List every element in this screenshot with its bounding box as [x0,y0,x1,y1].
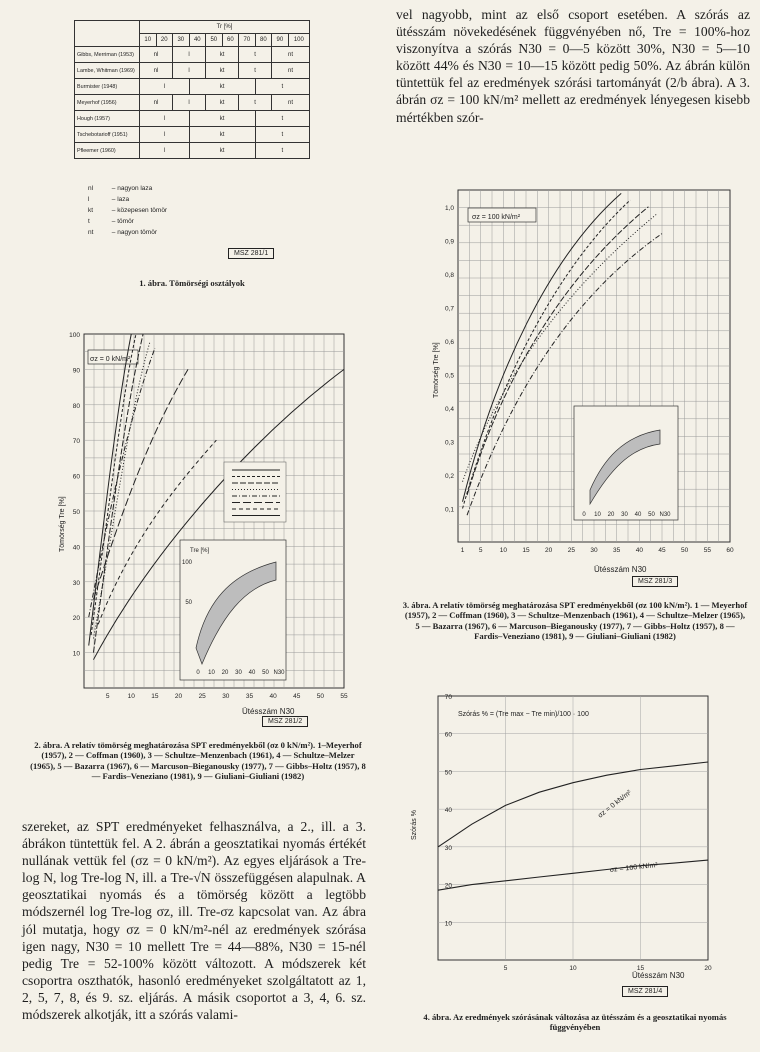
tick-label: 0,5 [444,372,454,380]
density-class-cell: l [173,63,206,79]
tick-label: 80 [72,402,80,410]
curve-legend-box [224,462,286,522]
tick-label: 30 [72,579,80,587]
figure-4-chart [398,690,752,990]
table-row [75,63,310,79]
tick-label: 10 [127,693,135,700]
tick-label: 60 [444,731,452,739]
method-name: Gibbs, Merriman (1953) [75,47,140,63]
inset-chart [180,540,286,680]
figure-code: MSZ 281/2 [262,716,308,727]
method-name: Pfleemer (1960) [75,143,140,159]
density-class-cell: nt [272,47,310,63]
density-class-cell: kt [206,95,239,111]
figure-3-chart [398,168,752,598]
density-class-cell: kt [206,63,239,79]
tick-label: 0,8 [444,271,454,279]
tick-label: 0 [582,512,586,518]
curve-label-sigma-100: σz = 100 kN/m² [609,862,659,874]
tick-label: 0,2 [444,472,454,480]
scale-tick: 60 [222,34,239,47]
scale-tick: 20 [156,34,173,47]
method-name: Hough (1957) [75,111,140,127]
tick-label: 10 [594,512,601,518]
legend-dash: – [110,196,118,203]
method-name: Burmister (1948) [75,79,140,95]
paragraph: szereket, az SPT eredményeket felhasználva, a 2., ill. a 3. ábrákon tüntettük fel. A 2. ábrán a geosztatikai nyomás értékét nullának vettük fel (σz = 0 kN/m²). Az egyes eljárások a Tre-log N, log Tre-log N, ill. a Tre-√N összefüggésen alapulnak. A geosztatikai nyomás és a tömörség között a legtöbb módszernél log Tre-log σz, ill. Tre-σz kapcsolat van. Az ábra jól mutatja, hogy σz = 0 kN/m²-nél az eredmények szórása igen nagy, N30 = 10 mellett Tre = 44—88%, N30 = 15-nél pedig Tre = 52-100% között változott. A módszerek két csoportra oszthatók, hasonló eredményeket szolgáltatott az 1, 2, 5, 7, 8, és 9. sz. eljárás. A másik csoportot a 3, 4, 6. sz. módszerek alkotják, itt a szórás valami- [22,819,366,1023]
figure-1 [74,20,314,288]
tick-label: 30 [590,547,598,554]
tick-label: 30 [235,670,242,676]
tick-label: 70 [72,438,80,446]
x-axis-label: Ütésszám N30 [242,707,295,716]
tick-label: 70 [444,694,452,701]
tick-label: 50 [681,547,689,554]
tick-label: 30 [444,844,452,852]
tick-label: 0,6 [444,338,454,346]
legend-dash: – [110,229,118,236]
scale-tick: 50 [206,34,223,47]
density-class-cell: nt [272,63,310,79]
inset-chart [574,406,678,520]
sigma-label: σz = 0 kN/m² [90,356,131,363]
figure-4 [398,690,752,1046]
density-class-cell: nl [140,47,173,63]
legend-desc: nagyon tömör [117,229,157,236]
figure-code: MSZ 281/4 [622,986,668,997]
tick-label: 20 [221,670,229,676]
density-class-cell: l [140,127,190,143]
figure-2-chart [30,312,366,732]
tick-label: 25 [567,547,575,554]
method-name: Meyerhof (1956) [75,95,140,111]
density-class-cell: kt [189,127,255,143]
scale-tick: 40 [189,34,206,47]
body-text-bottom-left [22,818,366,1023]
tick-label: 20 [704,965,712,972]
method-name: Tschebotarioff (1951) [75,127,140,143]
tick-label: 35 [245,693,254,700]
tick-label: 100 [69,332,80,339]
tick-label: 60 [72,473,80,481]
tick-label: 50 [72,509,80,516]
tick-label: 0,3 [444,439,454,447]
scale-tick: 80 [255,34,272,47]
legend-desc: közepesen tömör [117,207,168,214]
tick-label: N30 [273,670,285,676]
legend-item [88,205,314,216]
tick-label: 1,0 [444,204,454,212]
tick-label: 5 [503,965,508,972]
legend-item [88,183,314,194]
tick-label: 55 [703,547,711,554]
density-class-cell: t [255,127,309,143]
tick-label: 55 [340,693,348,700]
legend-item [88,216,314,227]
curve-1 [89,334,132,646]
tick-label: 45 [658,547,666,554]
inset-y-label: Tre [%] [190,548,210,554]
density-class-cell: t [239,63,272,79]
density-class-cell: nl [140,63,173,79]
formula-label: Szórás % = (Tre max − Tre min)/100 · 100 [458,711,589,718]
tick-label: 1 [460,547,465,554]
tick-label: 40 [634,512,642,518]
legend-abbr: nt [88,229,94,236]
tick-label: 0,4 [444,405,454,413]
tick-label: 20 [174,693,183,700]
scale-tick: 100 [288,34,309,47]
tick-label: 0,7 [444,305,454,313]
legend-item [88,227,314,238]
figure-code: MSZ 281/1 [228,248,274,259]
sigma-label: σz = 100 kN/m² [472,214,521,221]
scale-tick: 70 [239,34,256,47]
legend-dash: – [110,207,118,214]
density-class-table [74,20,310,159]
tick-label: 50 [444,769,452,777]
legend-desc: tömör [117,218,134,225]
table-scale-label: Tr [%] [140,21,310,34]
legend-item [88,194,314,205]
density-class-cell: l [140,111,190,127]
curve-label-sigma-0: σz = 0 kN/m² [596,789,633,820]
density-class-cell: nt [272,95,310,111]
figure-caption: 1. ábra. Tömörségi osztályok [139,278,245,288]
scale-tick: 30 [173,34,190,47]
density-class-cell: t [255,111,309,127]
scale-tick: 10 [140,34,157,47]
tick-label: 0,1 [444,506,454,514]
density-class-cell: t [239,47,272,63]
tick-label: 50 [648,512,655,518]
legend-abbr: l [88,196,90,203]
density-class-cell: t [239,95,272,111]
density-class-cell: kt [189,79,255,95]
tick-label: 10 [72,650,80,658]
tick-label: 40 [269,693,277,700]
tick-label: 100 [181,560,192,566]
tick-label: 20 [607,512,615,518]
tick-label: 5 [478,547,483,554]
x-axis-label: Ütésszám N30 [632,971,685,980]
figure-3 [398,168,752,668]
table-row [75,127,310,143]
density-class-cell: l [140,79,190,95]
tick-label: 30 [222,693,230,700]
density-class-cell: kt [206,47,239,63]
table-row [75,143,310,159]
body-text-top-right [396,6,750,126]
table-row [75,95,310,111]
table-row [75,47,310,63]
tick-label: 30 [621,512,628,518]
tick-label: 40 [635,547,643,554]
scale-tick: 90 [272,34,289,47]
legend-dash: – [110,185,118,192]
density-class-cell: l [173,47,206,63]
table-legend [88,183,314,238]
figure-caption: 4. ábra. Az eredmények szórásának változása az ütésszám és a geosztatikai nyomás függvényében [423,1012,727,1033]
density-class-cell: t [255,79,309,95]
legend-abbr: kt [88,207,94,214]
density-class-cell: l [140,143,190,159]
tick-label: 0 [196,670,200,676]
tick-label: 10 [208,670,215,676]
table-row [75,111,310,127]
method-name: Lambe, Whitman (1969) [75,63,140,79]
legend-abbr: t [88,218,90,225]
density-class-cell: l [173,95,206,111]
tick-label: 40 [444,807,452,815]
legend-desc: laza [117,196,130,203]
tick-label: 40 [72,544,80,552]
paragraph: vel nagyobb, mint az első csoport esetében. A szórás az ütésszám növekedésének függvényében nő, Tre = 100%-hoz viszonyítva a szórás N30 = 0—5 között 30%, N30 = 5—10 között 44% és N30 = 10—15 között pedig 50%. Az ábrán külön tüntettük fel az eredmények szórási tartományát (2/b ábra). A 3. ábrán σz = 100 kN/m² mellett az eredmények lényegesen kisebb mértékben szór- [396,7,750,125]
tick-label: 50 [316,693,324,700]
density-class-cell: kt [189,111,255,127]
tick-label: 5 [105,693,110,700]
tick-label: 10 [499,547,507,554]
y-axis-label: Tömörség Tre [%] [433,342,440,398]
figure-caption: 2. ábra. A relatív tömörség meghatározása SPT eredményekből (σz 0 kN/m²). 1–Meyerhof (1957), 2 — Coffman (1960), 3 — Schultze–Menzenbach (1961), 4 — Schultze–Melzer (1965), 5 — Bazarra (1967), 6 — Marcuson–Bieganousky (1977), 7 — Gibbs–Holtz (1957), 8 — Fardis–Veneziano (1981), 9 — Giuliani–Giuliani (1982) [30,740,366,782]
tick-label: N30 [659,512,671,518]
density-class-cell: t [255,143,309,159]
tick-label: 50 [262,670,269,676]
tick-label: 60 [726,547,734,554]
tick-label: 20 [444,882,452,890]
density-class-cell: nl [140,95,173,111]
tick-label: 15 [636,965,645,972]
tick-label: 20 [545,547,553,554]
tick-label: 20 [72,615,80,623]
tick-label: 45 [293,693,301,700]
tick-label: 50 [185,600,192,606]
tick-label: 40 [248,670,256,676]
tick-label: 35 [613,547,621,554]
x-axis-label: Ütésszám N30 [594,565,647,574]
y-axis-label: Szórás % [411,810,418,840]
y-axis-label: Tömörség Tre [%] [59,496,66,552]
tick-label: 15 [522,547,530,554]
legend-dash: – [110,218,118,225]
tick-label: 25 [198,693,206,700]
figure-2 [30,312,366,782]
density-class-cell: kt [189,143,255,159]
tick-label: 0,9 [444,238,454,246]
legend-desc: nagyon laza [117,185,153,192]
table-row [75,79,310,95]
tick-label: 90 [72,367,80,375]
tick-label: 10 [444,920,452,928]
figure-caption: 3. ábra. A relatív tömörség meghatározása SPT eredményekből (σz 100 kN/m²). 1 — Meyerhof (1957), 2 — Coffman (1960), 3 — Schultze–Menzenbach (1961), 4 — Schultze–Melzer (1965), 5 — Bazarra (1967), 6 — Marcuson–Bieganousky (1977), 7 — Gibbs–Holtz (1957), 8 — Fardis–Veneziano (1981), 9 — Giuliani–Giuliani (1982) [402,600,748,642]
figure-code: MSZ 281/3 [632,576,678,587]
tick-label: 10 [569,965,577,972]
legend-abbr: nl [88,185,94,192]
tick-label: 15 [151,693,159,700]
